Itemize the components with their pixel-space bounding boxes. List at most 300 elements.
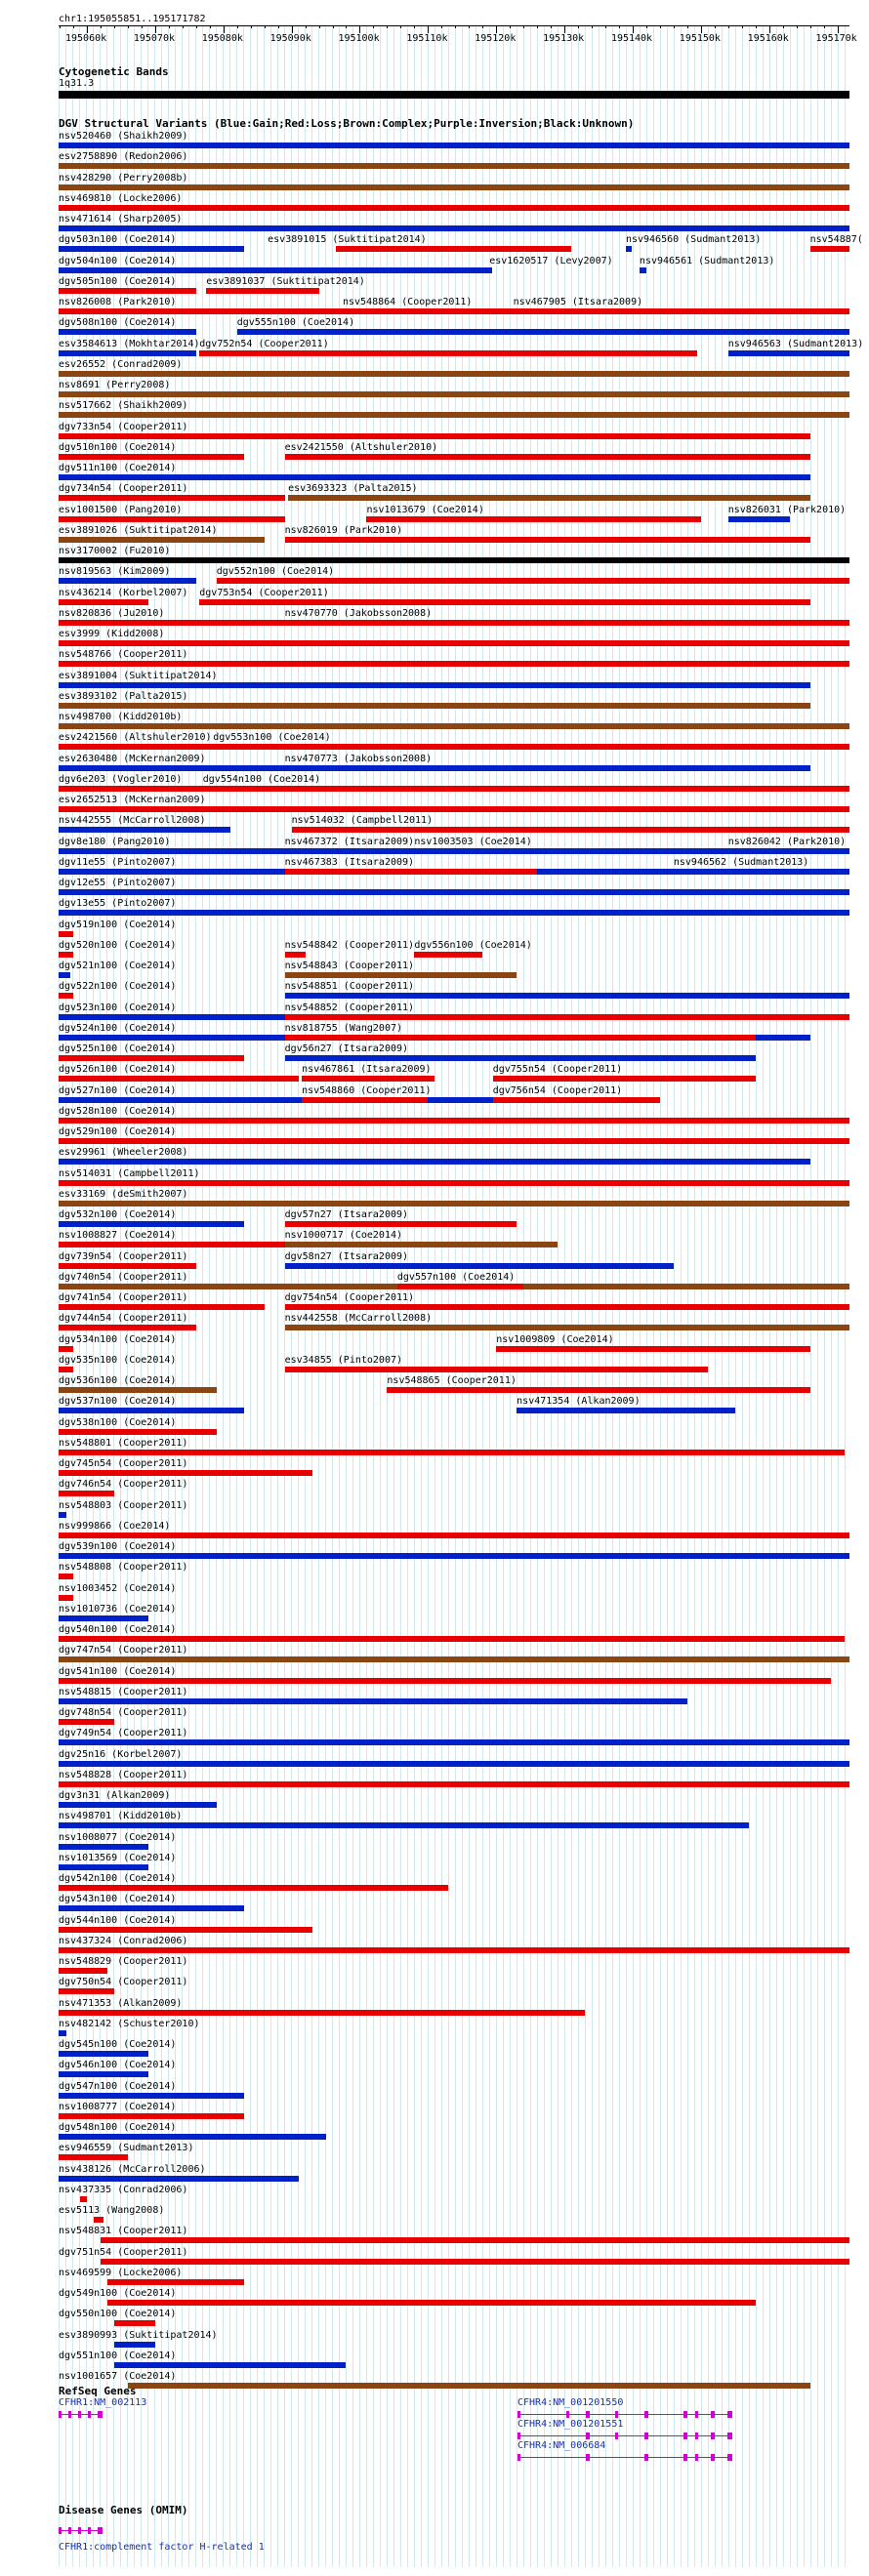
dgv-variant-label[interactable]: nsv946562 (Sudmant2013) xyxy=(673,856,809,868)
dgv-variant-bar[interactable] xyxy=(94,2217,103,2223)
dgv-variant-bar[interactable] xyxy=(59,308,849,314)
dgv-variant-bar[interactable] xyxy=(59,682,810,688)
dgv-variant-label[interactable]: nsv498701 (Kidd2010b) xyxy=(59,1811,183,1822)
dgv-variant-bar[interactable] xyxy=(285,1242,558,1247)
dgv-variant-label[interactable]: esv2421560 (Altshuler2010) xyxy=(59,732,212,744)
dgv-variant-label[interactable]: nsv826042 (Park2010) xyxy=(727,836,847,847)
dgv-variant-label[interactable]: dgv754n54 (Cooper2011) xyxy=(284,1292,415,1303)
dgv-variant-bar[interactable] xyxy=(59,1180,849,1186)
gene-exon[interactable] xyxy=(644,2411,648,2418)
dgv-variant-bar[interactable] xyxy=(59,350,196,356)
dgv-variant-label[interactable]: nsv1013569 (Coe2014) xyxy=(59,1852,177,1863)
dgv-variant-bar[interactable] xyxy=(59,1076,299,1082)
dgv-variant-label[interactable]: dgv526n100 (Coe2014) xyxy=(59,1064,177,1076)
dgv-variant-bar[interactable] xyxy=(517,1408,735,1413)
dgv-variant-label[interactable]: dgv734n54 (Cooper2011) xyxy=(59,483,188,495)
dgv-variant-bar[interactable] xyxy=(59,1221,244,1227)
dgv-variant-bar[interactable] xyxy=(59,2134,326,2140)
dgv-variant-label[interactable]: dgv510n100 (Coe2014) xyxy=(59,441,177,453)
dgv-variant-label[interactable]: dgv57n27 (Itsara2009) xyxy=(284,1209,409,1220)
dgv-variant-label[interactable]: dgv538n100 (Coe2014) xyxy=(59,1416,177,1428)
dgv-variant-label[interactable]: esv3891037 (Suktitipat2014) xyxy=(206,275,365,287)
dgv-variant-label[interactable]: dgv543n100 (Coe2014) xyxy=(59,1894,177,1905)
gene-exon[interactable] xyxy=(586,2411,590,2418)
dgv-variant-label[interactable]: nsv548843 (Cooper2011) xyxy=(284,961,415,971)
dgv-variant-label[interactable]: esv3890993 (Suktitipat2014) xyxy=(59,2329,218,2341)
dgv-variant-bar[interactable] xyxy=(203,786,849,792)
dgv-variant-label[interactable]: dgv733n54 (Cooper2011) xyxy=(59,421,188,432)
dgv-variant-label[interactable]: nsv548808 (Cooper2011) xyxy=(59,1562,188,1574)
dgv-variant-bar[interactable] xyxy=(59,1781,849,1787)
dgv-variant-label[interactable]: nsv1003503 (Coe2014) xyxy=(414,836,532,847)
dgv-variant-bar[interactable] xyxy=(101,2259,849,2265)
dgv-variant-label[interactable]: nsv548842 (Cooper2011) xyxy=(284,939,415,951)
dgv-variant-bar[interactable] xyxy=(285,765,776,771)
dgv-variant-bar[interactable] xyxy=(59,2154,128,2160)
dgv-variant-label[interactable]: nsv1008827 (Coe2014) xyxy=(59,1230,177,1242)
dgv-variant-bar[interactable] xyxy=(728,516,790,522)
dgv-variant-label[interactable]: nsv437324 (Conrad2006) xyxy=(59,1935,188,1946)
dgv-variant-label[interactable]: dgv529n100 (Coe2014) xyxy=(59,1126,177,1137)
dgv-variant-bar[interactable] xyxy=(397,1284,523,1289)
dgv-variant-label[interactable]: nsv467372 (Itsara2009) xyxy=(284,836,415,847)
dgv-variant-bar[interactable] xyxy=(285,1263,674,1269)
dgv-variant-label[interactable]: dgv753n54 (Cooper2011) xyxy=(199,587,329,598)
dgv-variant-label[interactable]: dgv549n100 (Coe2014) xyxy=(59,2288,177,2299)
dgv-variant-bar[interactable] xyxy=(59,163,849,169)
dgv-variant-label[interactable]: dgv551n100 (Coe2014) xyxy=(59,2350,177,2361)
dgv-variant-bar[interactable] xyxy=(59,806,849,812)
dgv-variant-label[interactable]: dgv25n16 (Korbel2007) xyxy=(59,1748,183,1760)
dgv-variant-label[interactable]: dgv540n100 (Coe2014) xyxy=(59,1624,177,1635)
dgv-variant-label[interactable]: nsv548801 (Cooper2011) xyxy=(59,1437,188,1449)
dgv-variant-bar[interactable] xyxy=(59,495,285,501)
dgv-variant-bar[interactable] xyxy=(59,1408,244,1413)
dgv-variant-label[interactable]: dgv756n54 (Cooper2011) xyxy=(492,1084,623,1096)
dgv-variant-bar[interactable] xyxy=(59,1988,114,1994)
dgv-variant-label[interactable]: nsv1010736 (Coe2014) xyxy=(59,1603,177,1615)
dgv-variant-bar[interactable] xyxy=(59,2113,244,2119)
gene-exon[interactable] xyxy=(695,2433,698,2439)
gene-exon[interactable] xyxy=(615,2411,618,2418)
dgv-variant-bar[interactable] xyxy=(59,703,810,709)
gene-exon[interactable] xyxy=(68,2411,71,2418)
dgv-variant-bar[interactable] xyxy=(493,1097,660,1103)
dgv-variant-label[interactable]: dgv539n100 (Coe2014) xyxy=(59,1541,177,1552)
dgv-variant-bar[interactable] xyxy=(59,889,849,895)
dgv-variant-bar[interactable] xyxy=(292,827,849,833)
dgv-variant-label[interactable]: dgv745n54 (Cooper2011) xyxy=(59,1458,188,1469)
dgv-variant-bar[interactable] xyxy=(59,1429,217,1435)
dgv-variant-bar[interactable] xyxy=(285,454,810,460)
dgv-variant-label[interactable]: nsv1001657 (Coe2014) xyxy=(59,2371,177,2382)
dgv-variant-bar[interactable] xyxy=(59,143,849,148)
dgv-variant-bar[interactable] xyxy=(59,1097,503,1103)
dgv-variant-bar[interactable] xyxy=(199,599,809,605)
gene-exon[interactable] xyxy=(727,2454,732,2461)
dgv-variant-bar[interactable] xyxy=(59,952,73,958)
dgv-variant-label[interactable]: dgv751n54 (Cooper2011) xyxy=(59,2246,188,2258)
dgv-variant-bar[interactable] xyxy=(59,1553,849,1559)
dgv-variant-label[interactable]: nsv946561 (Sudmant2013) xyxy=(639,255,775,266)
dgv-variant-label[interactable]: dgv504n100 (Coe2014) xyxy=(59,255,177,266)
dgv-variant-label[interactable]: nsv1009809 (Coe2014) xyxy=(496,1333,614,1345)
dgv-variant-bar[interactable] xyxy=(285,1055,756,1061)
dgv-variant-label[interactable]: nsv470773 (Jakobsson2008) xyxy=(284,753,433,764)
gene-exon[interactable] xyxy=(59,2411,62,2418)
dgv-variant-label[interactable]: nsv482142 (Schuster2010) xyxy=(59,2018,200,2029)
gene-exon[interactable] xyxy=(88,2527,91,2534)
dgv-variant-bar[interactable] xyxy=(366,516,700,522)
dgv-variant-bar[interactable] xyxy=(114,2342,155,2348)
dgv-variant-label[interactable]: nsv818755 (Wang2007) xyxy=(284,1022,403,1034)
dgv-variant-label[interactable]: nsv438126 (McCarroll2006) xyxy=(59,2163,206,2175)
dgv-variant-bar[interactable] xyxy=(285,1035,756,1041)
gene-exon[interactable] xyxy=(98,2527,103,2534)
dgv-variant-label[interactable]: dgv546n100 (Coe2014) xyxy=(59,2060,177,2071)
dgv-variant-bar[interactable] xyxy=(285,869,538,875)
dgv-variant-label[interactable]: dgv6e203 (Vogler2010) xyxy=(59,773,183,785)
dgv-variant-label[interactable]: dgv749n54 (Cooper2011) xyxy=(59,1728,188,1739)
dgv-variant-label[interactable]: dgv545n100 (Coe2014) xyxy=(59,2039,177,2050)
dgv-variant-bar[interactable] xyxy=(59,433,810,439)
dgv-variant-label[interactable]: dgv548n100 (Coe2014) xyxy=(59,2122,177,2133)
dgv-variant-bar[interactable] xyxy=(493,1076,756,1082)
dgv-variant-label[interactable]: dgv555n100 (Coe2014) xyxy=(236,317,355,329)
dgv-variant-bar[interactable] xyxy=(59,1905,244,1911)
dgv-variant-label[interactable]: esv2421550 (Altshuler2010) xyxy=(284,441,438,453)
dgv-variant-label[interactable]: esv2652513 (McKernan2009) xyxy=(59,795,206,805)
dgv-variant-bar[interactable] xyxy=(59,2093,244,2099)
dgv-variant-bar[interactable] xyxy=(59,620,285,626)
gene-exon[interactable] xyxy=(98,2411,103,2418)
dgv-variant-bar[interactable] xyxy=(206,288,318,294)
dgv-variant-bar[interactable] xyxy=(59,2030,66,2036)
dgv-variant-label[interactable]: nsv467383 (Itsara2009) xyxy=(284,856,415,868)
refseq-gene-cfhr4-b[interactable]: CFHR4:NM_001201551 xyxy=(517,2419,624,2430)
dgv-variant-label[interactable]: nsv1008077 (Coe2014) xyxy=(59,1831,177,1843)
dgv-variant-bar[interactable] xyxy=(114,2320,155,2326)
dgv-variant-label[interactable]: dgv11e55 (Pinto2007) xyxy=(59,856,177,868)
dgv-variant-bar[interactable] xyxy=(59,1159,810,1165)
dgv-variant-bar[interactable] xyxy=(59,972,70,978)
dgv-variant-bar[interactable] xyxy=(59,661,849,667)
dgv-variant-label[interactable]: dgv547n100 (Coe2014) xyxy=(59,2080,177,2092)
dgv-variant-label[interactable]: esv33169 (deSmith2007) xyxy=(59,1188,188,1200)
dgv-variant-label[interactable]: nsv437335 (Conrad2006) xyxy=(59,2184,188,2195)
dgv-variant-label[interactable]: esv34855 (Pinto2007) xyxy=(284,1354,403,1366)
dgv-variant-bar[interactable] xyxy=(59,516,285,522)
dgv-variant-bar[interactable] xyxy=(285,1304,849,1310)
dgv-variant-label[interactable]: dgv521n100 (Coe2014) xyxy=(59,961,177,971)
dgv-variant-label[interactable]: esv3893102 (Palta2015) xyxy=(59,690,188,702)
dgv-variant-label[interactable]: dgv503n100 (Coe2014) xyxy=(59,234,177,246)
dgv-variant-bar[interactable] xyxy=(213,744,849,750)
dgv-variant-bar[interactable] xyxy=(59,1698,687,1704)
dgv-variant-bar[interactable] xyxy=(728,350,849,356)
dgv-variant-label[interactable]: nsv469599 (Locke2006) xyxy=(59,2267,183,2278)
dgv-variant-label[interactable]: nsv548852 (Cooper2011) xyxy=(284,1002,415,1013)
dgv-variant-bar[interactable] xyxy=(59,474,810,480)
dgv-variant-label[interactable]: nsv548828 (Cooper2011) xyxy=(59,1769,188,1780)
dgv-variant-label[interactable]: dgv747n54 (Cooper2011) xyxy=(59,1645,188,1656)
dgv-variant-bar[interactable] xyxy=(59,1719,114,1725)
dgv-variant-bar[interactable] xyxy=(640,267,646,273)
dgv-variant-bar[interactable] xyxy=(59,1491,114,1496)
dgv-variant-label[interactable]: nsv548864 (Cooper2011) xyxy=(342,297,473,307)
dgv-variant-label[interactable]: nsv471353 (Alkan2009) xyxy=(59,1997,183,2009)
dgv-variant-label[interactable]: dgv3n31 (Alkan2009) xyxy=(59,1790,171,1801)
dgv-variant-bar[interactable] xyxy=(59,391,849,397)
dgv-variant-bar[interactable] xyxy=(285,972,517,978)
dgv-variant-bar[interactable] xyxy=(59,1201,849,1206)
dgv-variant-label[interactable]: nsv514031 (Campbell2011) xyxy=(59,1167,200,1179)
dgv-variant-label[interactable]: nsv436214 (Korbel2007) xyxy=(59,587,188,598)
dgv-variant-label[interactable]: esv946559 (Sudmant2013) xyxy=(59,2143,194,2154)
dgv-variant-label[interactable]: esv1620517 (Levy2007) xyxy=(489,255,613,266)
dgv-variant-bar[interactable] xyxy=(59,1678,831,1684)
dgv-variant-label[interactable]: nsv471354 (Alkan2009) xyxy=(517,1396,641,1408)
dgv-variant-bar[interactable] xyxy=(59,412,849,418)
dgv-variant-bar[interactable] xyxy=(199,350,697,356)
dgv-variant-bar[interactable] xyxy=(59,1636,845,1642)
dgv-variant-label[interactable]: dgv12e55 (Pinto2007) xyxy=(59,878,177,888)
dgv-variant-bar[interactable] xyxy=(59,931,73,937)
dgv-variant-label[interactable]: nsv946563 (Sudmant2013) xyxy=(727,338,864,349)
dgv-variant-label[interactable]: nsv8691 (Perry2008) xyxy=(59,380,171,390)
dgv-variant-bar[interactable] xyxy=(489,267,492,273)
dgv-variant-bar[interactable] xyxy=(59,599,148,605)
dgv-variant-label[interactable]: nsv826008 (Park2010) xyxy=(59,297,177,307)
dgv-variant-bar[interactable] xyxy=(101,2237,849,2243)
dgv-variant-label[interactable]: nsv428290 (Perry2008b) xyxy=(59,172,188,184)
dgv-variant-bar[interactable] xyxy=(217,578,849,584)
dgv-variant-bar[interactable] xyxy=(285,1221,517,1227)
dgv-variant-bar[interactable] xyxy=(59,1263,196,1269)
refseq-gene-cfhr4-a[interactable]: CFHR4:NM_001201550 xyxy=(517,2397,624,2408)
dgv-variant-label[interactable]: dgv505n100 (Coe2014) xyxy=(59,275,177,287)
dgv-variant-bar[interactable] xyxy=(285,537,810,543)
dgv-variant-label[interactable]: dgv519n100 (Coe2014) xyxy=(59,919,177,930)
dgv-variant-bar[interactable] xyxy=(59,723,849,729)
dgv-variant-bar[interactable] xyxy=(59,1304,265,1310)
dgv-variant-label[interactable]: dgv542n100 (Coe2014) xyxy=(59,1873,177,1884)
dgv-variant-label[interactable]: nsv520460 (Shaikh2009) xyxy=(59,131,188,142)
dgv-variant-bar[interactable] xyxy=(414,848,686,854)
dgv-variant-bar[interactable] xyxy=(59,371,849,377)
dgv-variant-bar[interactable] xyxy=(285,952,306,958)
dgv-variant-label[interactable]: nsv548803 (Cooper2011) xyxy=(59,1499,188,1511)
gene-exon[interactable] xyxy=(711,2433,715,2439)
dgv-variant-bar[interactable] xyxy=(59,1822,749,1828)
dgv-variant-label[interactable]: esv3891026 (Suktitipat2014) xyxy=(59,524,218,536)
dgv-variant-label[interactable]: dgv508n100 (Coe2014) xyxy=(59,317,177,329)
dgv-variant-label[interactable]: dgv739n54 (Cooper2011) xyxy=(59,1250,188,1262)
dgv-variant-bar[interactable] xyxy=(59,1450,845,1455)
dgv-variant-label[interactable]: nsv999866 (Coe2014) xyxy=(59,1520,171,1532)
gene-exon[interactable] xyxy=(615,2433,618,2439)
dgv-variant-bar[interactable] xyxy=(59,1864,148,1870)
dgv-variant-bar[interactable] xyxy=(59,993,73,999)
dgv-variant-label[interactable]: nsv514032 (Campbell2011) xyxy=(291,815,434,827)
dgv-variant-bar[interactable] xyxy=(107,2279,244,2285)
dgv-variant-label[interactable]: nsv826031 (Park2010) xyxy=(727,504,847,515)
dgv-variant-bar[interactable] xyxy=(285,1325,849,1330)
dgv-variant-label[interactable]: nsv469810 (Locke2006) xyxy=(59,192,183,204)
dgv-variant-label[interactable]: nsv442558 (McCarroll2008) xyxy=(284,1313,433,1325)
dgv-variant-label[interactable]: nsv819563 (Kim2009) xyxy=(59,566,171,578)
dgv-variant-bar[interactable] xyxy=(59,246,244,252)
dgv-variant-bar[interactable] xyxy=(336,246,571,252)
dgv-variant-bar[interactable] xyxy=(59,1885,448,1891)
dgv-variant-bar[interactable] xyxy=(302,1097,428,1103)
dgv-variant-bar[interactable] xyxy=(496,1346,809,1352)
dgv-variant-label[interactable]: nsv470770 (Jakobsson2008) xyxy=(284,607,433,619)
dgv-variant-bar[interactable] xyxy=(59,537,265,543)
gene-intron-line[interactable] xyxy=(517,2414,732,2415)
dgv-variant-bar[interactable] xyxy=(285,620,849,626)
dgv-variant-label[interactable]: dgv541n100 (Coe2014) xyxy=(59,1665,177,1677)
gene-exon[interactable] xyxy=(517,2454,520,2461)
dgv-variant-bar[interactable] xyxy=(59,1761,849,1767)
dgv-variant-label[interactable]: esv3693323 (Palta2015) xyxy=(288,483,418,495)
dgv-variant-label[interactable]: nsv1000717 (Coe2014) xyxy=(284,1230,403,1242)
dgv-variant-bar[interactable] xyxy=(414,952,482,958)
dgv-variant-bar[interactable] xyxy=(59,1470,312,1476)
dgv-variant-bar[interactable] xyxy=(59,1346,73,1352)
dgv-variant-bar[interactable] xyxy=(810,246,849,252)
dgv-variant-label[interactable]: esv3891015 (Suktitipat2014) xyxy=(268,234,427,246)
dgv-variant-bar[interactable] xyxy=(59,1656,849,1662)
dgv-variant-label[interactable]: nsv467861 (Itsara2009) xyxy=(302,1064,432,1076)
dgv-variant-label[interactable]: nsv548865 (Cooper2011) xyxy=(387,1375,517,1386)
gene-exon[interactable] xyxy=(78,2411,81,2418)
dgv-variant-bar[interactable] xyxy=(285,993,849,999)
dgv-variant-label[interactable]: esv26552 (Conrad2009) xyxy=(59,358,183,370)
dgv-variant-bar[interactable] xyxy=(59,454,244,460)
omim-gene-cfhr1[interactable]: CFHR1:complement factor H-related 1 xyxy=(59,2542,265,2553)
gene-exon[interactable] xyxy=(59,2527,62,2534)
dgv-variant-label[interactable]: dgv741n54 (Cooper2011) xyxy=(59,1292,188,1303)
dgv-variant-label[interactable]: dgv13e55 (Pinto2007) xyxy=(59,898,177,910)
dgv-variant-label[interactable]: dgv527n100 (Coe2014) xyxy=(59,1084,177,1096)
gene-exon[interactable] xyxy=(695,2454,698,2461)
dgv-variant-bar[interactable] xyxy=(114,2362,347,2368)
dgv-variant-bar[interactable] xyxy=(107,2300,756,2306)
dgv-variant-label[interactable]: dgv58n27 (Itsara2009) xyxy=(284,1250,409,1262)
dgv-variant-bar[interactable] xyxy=(59,2176,299,2182)
dgv-variant-bar[interactable] xyxy=(59,1014,285,1020)
gene-exon[interactable] xyxy=(683,2454,687,2461)
dgv-variant-bar[interactable] xyxy=(288,495,809,501)
dgv-variant-label[interactable]: dgv532n100 (Coe2014) xyxy=(59,1209,177,1220)
dgv-variant-label[interactable]: nsv1008777 (Coe2014) xyxy=(59,2101,177,2112)
dgv-variant-bar[interactable] xyxy=(59,1595,73,1601)
dgv-variant-label[interactable]: dgv536n100 (Coe2014) xyxy=(59,1375,177,1386)
dgv-variant-label[interactable]: dgv522n100 (Coe2014) xyxy=(59,981,177,993)
dgv-variant-label[interactable]: nsv548829 (Cooper2011) xyxy=(59,1956,188,1967)
dgv-variant-bar[interactable] xyxy=(59,267,489,273)
dgv-variant-bar[interactable] xyxy=(59,1055,244,1061)
gene-exon[interactable] xyxy=(88,2411,91,2418)
dgv-variant-label[interactable]: esv3891004 (Suktitipat2014) xyxy=(59,670,218,681)
dgv-variant-label[interactable]: dgv752n54 (Cooper2011) xyxy=(199,338,329,349)
dgv-variant-label[interactable]: dgv537n100 (Coe2014) xyxy=(59,1396,177,1408)
dgv-variant-label[interactable]: nsv517662 (Shaikh2009) xyxy=(59,400,188,412)
gene-exon[interactable] xyxy=(727,2433,732,2439)
dgv-variant-bar[interactable] xyxy=(59,1138,849,1144)
dgv-variant-bar[interactable] xyxy=(59,827,230,833)
dgv-variant-label[interactable]: dgv554n100 (Coe2014) xyxy=(202,773,321,785)
dgv-variant-bar[interactable] xyxy=(285,1367,708,1372)
dgv-variant-label[interactable]: nsv471614 (Sharp2005) xyxy=(59,214,183,225)
gene-exon[interactable] xyxy=(683,2411,687,2418)
gene-exon[interactable] xyxy=(711,2454,715,2461)
dgv-variant-bar[interactable] xyxy=(59,2071,148,2077)
dgv-variant-bar[interactable] xyxy=(387,1387,809,1393)
gene-exon[interactable] xyxy=(711,2411,715,2418)
gene-intron-line[interactable] xyxy=(517,2435,732,2436)
dgv-variant-label[interactable]: dgv534n100 (Coe2014) xyxy=(59,1333,177,1345)
gene-exon[interactable] xyxy=(644,2454,648,2461)
dgv-variant-label[interactable]: esv2758890 (Redon2006) xyxy=(59,151,188,163)
dgv-variant-label[interactable]: nsv548815 (Cooper2011) xyxy=(59,1686,188,1697)
dgv-variant-label[interactable]: dgv740n54 (Cooper2011) xyxy=(59,1271,188,1283)
refseq-gene-cfhr4-c[interactable]: CFHR4:NM_006684 xyxy=(517,2440,606,2451)
dgv-variant-bar[interactable] xyxy=(59,578,196,584)
dgv-variant-label[interactable]: nsv442555 (McCarroll2008) xyxy=(59,815,206,827)
dgv-variant-bar[interactable] xyxy=(59,557,849,563)
dgv-variant-label[interactable]: dgv744n54 (Cooper2011) xyxy=(59,1313,188,1325)
dgv-variant-bar[interactable] xyxy=(59,1927,312,1933)
gene-exon[interactable] xyxy=(517,2433,520,2439)
refseq-gene-cfhr1[interactable]: CFHR1:NM_002113 xyxy=(59,2397,147,2408)
dgv-variant-label[interactable]: dgv544n100 (Coe2014) xyxy=(59,1914,177,1926)
cytoband-bar[interactable] xyxy=(59,91,849,99)
dgv-variant-label[interactable]: nsv820836 (Ju2010) xyxy=(59,607,165,619)
dgv-variant-label[interactable]: esv3584613 (Mokhtar2014) xyxy=(59,338,200,349)
dgv-variant-bar[interactable] xyxy=(80,2196,87,2202)
dgv-variant-label[interactable]: dgv8e180 (Pang2010) xyxy=(59,836,171,847)
gene-exon[interactable] xyxy=(727,2411,732,2418)
dgv-variant-label[interactable]: dgv755n54 (Cooper2011) xyxy=(492,1064,623,1076)
gene-exon[interactable] xyxy=(566,2411,569,2418)
gene-exon[interactable] xyxy=(683,2433,687,2439)
dgv-variant-label[interactable]: nsv548860 (Cooper2011) xyxy=(302,1084,432,1096)
dgv-variant-bar[interactable] xyxy=(59,205,849,211)
dgv-variant-label[interactable]: dgv520n100 (Coe2014) xyxy=(59,939,177,951)
dgv-variant-label[interactable]: dgv56n27 (Itsara2009) xyxy=(284,1043,409,1054)
dgv-variant-label[interactable]: dgv748n54 (Cooper2011) xyxy=(59,1707,188,1718)
dgv-variant-label[interactable]: dgv523n100 (Coe2014) xyxy=(59,1002,177,1013)
dgv-variant-bar[interactable] xyxy=(59,1118,849,1124)
dgv-variant-label[interactable]: nsv548851 (Cooper2011) xyxy=(284,981,415,993)
gene-intron-line[interactable] xyxy=(517,2457,732,2458)
dgv-variant-bar[interactable] xyxy=(237,329,849,335)
dgv-variant-label[interactable]: dgv556n100 (Coe2014) xyxy=(414,939,532,951)
dgv-variant-bar[interactable] xyxy=(59,329,196,335)
gene-exon[interactable] xyxy=(586,2454,590,2461)
dgv-variant-label[interactable]: esv3999 (Kidd2008) xyxy=(59,629,165,639)
dgv-variant-label[interactable]: dgv525n100 (Coe2014) xyxy=(59,1043,177,1054)
dgv-variant-label[interactable]: nsv1003452 (Coe2014) xyxy=(59,1582,177,1594)
dgv-variant-label[interactable]: esv2630480 (McKernan2009) xyxy=(59,753,206,764)
dgv-variant-bar[interactable] xyxy=(59,288,196,294)
dgv-variant-label[interactable]: nsv946560 (Sudmant2013) xyxy=(625,234,762,246)
dgv-variant-bar[interactable] xyxy=(59,640,849,646)
dgv-variant-bar[interactable] xyxy=(59,1844,148,1850)
dgv-variant-bar[interactable] xyxy=(59,1512,66,1518)
